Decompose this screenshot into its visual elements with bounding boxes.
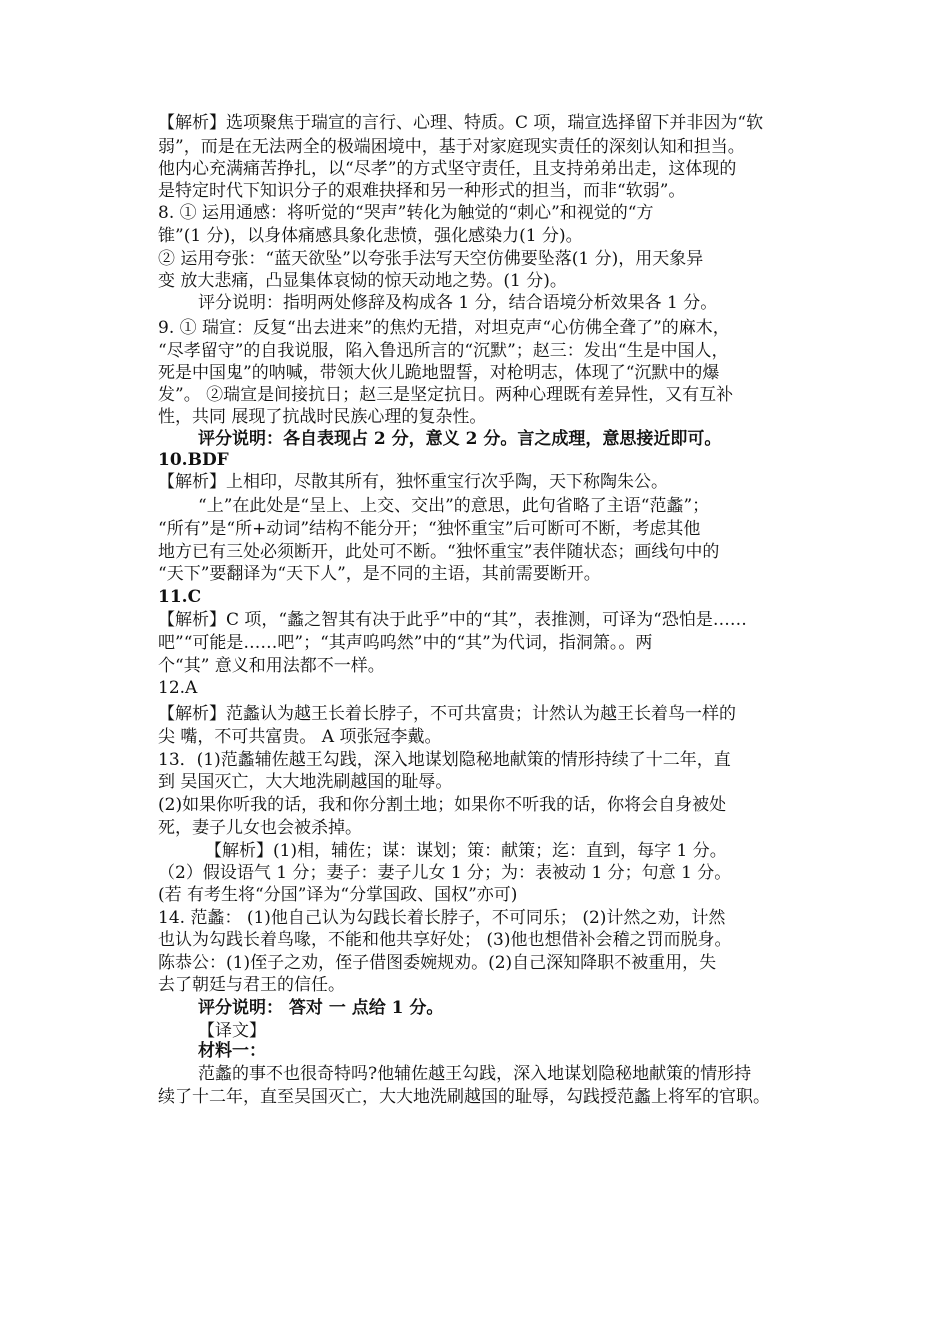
analysis-13-line-1: 【解析】(1)相，辅佐；谋：谋划；策：献策；迄：直到，每字 1 分。 — [205, 841, 727, 861]
answer-14-line-4: 去了朝廷与君王的信任。 — [158, 975, 345, 995]
scoring-note-8: 评分说明：指明两处修辞及构成各 1 分，结合语境分析效果各 1 分。 — [198, 293, 718, 313]
analysis-10-line-3: “所有”是“所+动词”结构不能分开；“独怀重宝”后可断可不断，考虑其他 — [158, 519, 701, 539]
answer-8-line-3: ② 运用夸张：“蓝天欲坠”以夸张手法写天空仿佛要坠落(1 分)，用天象异 — [158, 249, 704, 269]
analysis-13-line-2: （2）假设语气 1 分；妻子：妻子儿女 1 分；为：表被动 1 分；句意 1 分。 — [158, 863, 732, 883]
answer-12-heading: 12.A — [158, 678, 198, 698]
answer-14-line-1: 14. 范蠡： (1)他自己认为勾践长着长脖子，不可同乐； (2)计然之劝，计然 — [158, 908, 726, 928]
answer-9-line-1: 9. ① 瑞宣：反复“出去进来”的焦灼无措，对坦克声“心仿佛全聋了”的麻木， — [158, 318, 730, 338]
answer-8-line-1: 8. ① 运用通感：将听觉的“哭声”转化为触觉的“刺心”和视觉的“方 — [158, 203, 654, 223]
scoring-note-14: 评分说明： 答对 一 点给 1 分。 — [198, 998, 444, 1018]
answer-14-line-2: 也认为勾践长着鸟喙，不能和他共享好处； (3)他也想借补会稽之罚而脱身。 — [158, 930, 732, 950]
analysis-7-line-3: 他内心充满痛苦挣扎，以“尽孝”的方式坚守责任，且支持弟弟出走，这体现的 — [158, 159, 737, 179]
analysis-12-line-2: 尖 嘴，不可共富贵。 A 项张冠李戴。 — [158, 727, 442, 747]
analysis-7-line-1: 【解析】选项聚焦于瑞宣的言行、心理、特质。C 项，瑞宣选择留下并非因为“软 — [158, 113, 764, 133]
analysis-12-line-1: 【解析】范蠡认为越王长着长脖子，不可共富贵；计然认为越王长着鸟一样的 — [158, 704, 736, 724]
analysis-7-line-2: 弱”，而是在无法两全的极端困境中，基于对家庭现实责任的深刻认知和担当。 — [158, 137, 745, 157]
analysis-11-line-1: 【解析】C 项，“蠡之智其有决于此乎”中的“其”，表推测，可译为“恐怕是…… — [158, 610, 747, 630]
scoring-note-9: 评分说明：各自表现占 2 分，意义 2 分。言之成理，意思接近即可。 — [198, 429, 722, 449]
analysis-7-line-4: 是特定时代下知识分子的艰难抉择和另一种形式的担当，而非“软弱”。 — [158, 181, 686, 201]
translation-line-1: 范蠡的事不也很奇特吗?他辅佐越王勾践，深入地谋划隐秘地献策的情形持 — [198, 1064, 752, 1084]
translation-line-2: 续了十二年，直至吴国灭亡，大大地洗刷越国的耻辱，勾践授范蠡上将军的官职。 — [158, 1087, 770, 1107]
analysis-11-line-2: 吧”“可能是……吧”；“其声呜呜然”中的“其”为代词，指洞箫。。两 — [158, 633, 653, 653]
answer-9-line-2: “尽孝留守”的自我说服，陷入鲁迅所言的“沉默”；赵三：发出“生是中国人， — [158, 341, 729, 361]
answer-8-line-4: 变 放大悲痛，凸显集体哀恸的惊天动地之势。(1 分)。 — [158, 271, 567, 291]
answer-8-line-2: 锥”(1 分)，以身体痛感具象化悲愤，强化感染力(1 分)。 — [158, 226, 583, 246]
analysis-10-line-5: “天下”要翻译为“天下人”，是不同的主语，其前需要断开。 — [158, 564, 601, 584]
analysis-10-line-4: 地方已有三处必须断开，此处可不断。“独怀重宝”表伴随状态；画线句中的 — [158, 542, 720, 562]
material-one-heading: 材料一： — [198, 1041, 266, 1061]
answer-9-line-4: 发”。 ②瑞宣是间接抗日；赵三是坚定抗日。两种心理既有差异性，又有互补 — [158, 385, 734, 405]
answer-9-line-5: 性，共同 展现了抗战时民族心理的复杂性。 — [158, 407, 487, 427]
translation-heading: 【译文】 — [198, 1021, 266, 1041]
answer-11-heading: 11.C — [158, 587, 202, 607]
analysis-10-line-1: 【解析】上相印，尽散其所有，独怀重宝行次乎陶，天下称陶朱公。 — [158, 472, 668, 492]
answer-9-line-3: 死是中国鬼”的呐喊，带领大伙儿跪地盟誓，对枪明志，体现了“沉默中的爆 — [158, 363, 720, 383]
analysis-10-line-2: “上”在此处是“呈上、上交、交出”的意思，此句省略了主语“范蠡”； — [198, 496, 710, 516]
answer-10-heading: 10.BDF — [158, 450, 229, 470]
answer-13-line-1: 13．(1)范蠡辅佐越王勾践，深入地谋划隐秘地献策的情形持续了十二年，直 — [158, 750, 731, 770]
answer-14-line-3: 陈恭公：(1)侄子之劝，侄子借图委婉规劝。(2)自己深知降职不被重用，失 — [158, 953, 717, 973]
answer-13-line-3: (2)如果你听我的话，我和你分割土地；如果你不听我的话，你将会自身被处 — [158, 795, 727, 815]
analysis-11-line-3: 个“其” 意义和用法都不一样。 — [158, 656, 385, 676]
analysis-13-line-3: (若 有考生将“分国”译为“分掌国政、国权”亦可) — [158, 885, 518, 905]
answer-13-line-2: 到 吴国灭亡，大大地洗刷越国的耻辱。 — [158, 772, 453, 792]
answer-13-line-4: 死，妻子儿女也会被杀掉。 — [158, 818, 362, 838]
